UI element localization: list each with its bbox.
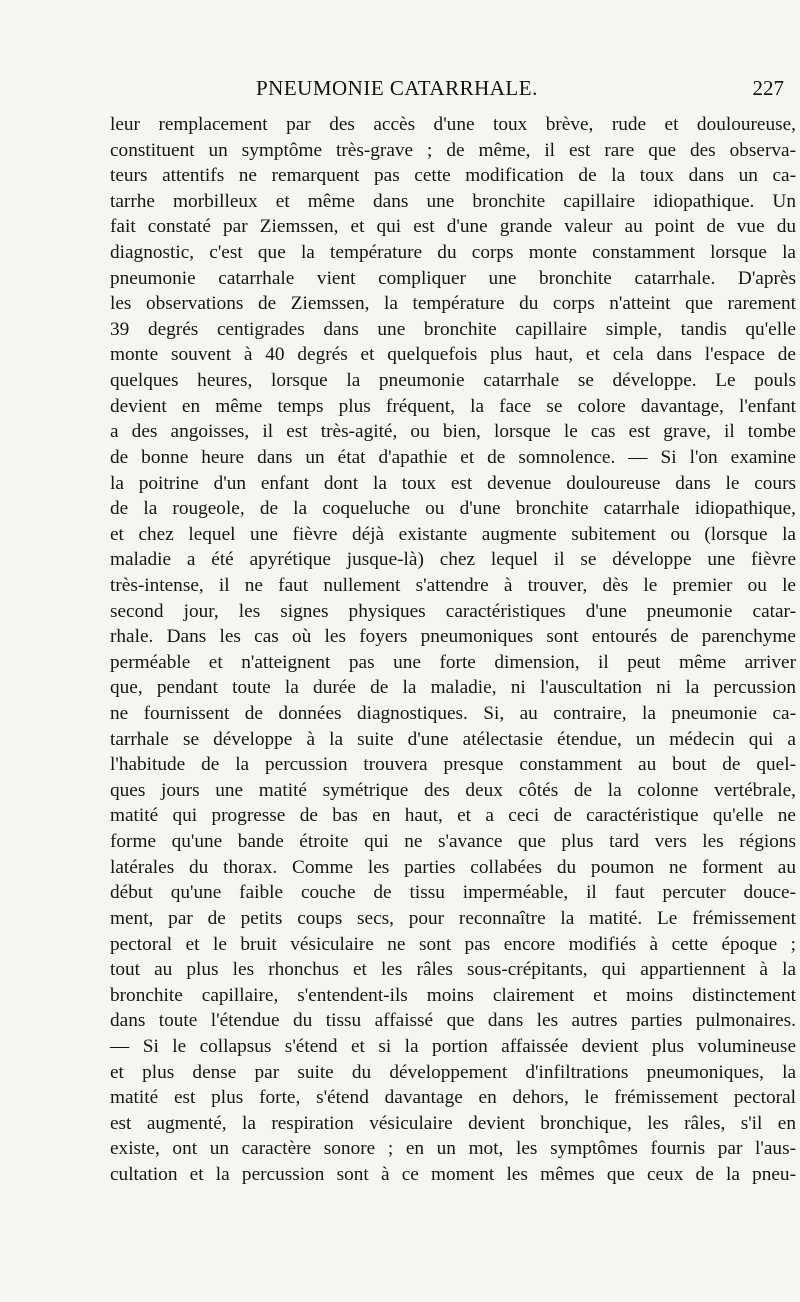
running-title: PNEUMONIE CATARRHALE. (256, 76, 538, 100)
text-line: rhale. Dans les cas où les foyers pneumoniques sont entourés de parenchyme (110, 626, 796, 648)
text-line: dans toute l'étendue du tissu affaissé que dans les autres parties pulmonaires. (110, 1010, 796, 1032)
body-text (110, 112, 796, 1188)
text-line: ques jours une matité symétrique des deux côtés de la colonne vertébrale, (110, 779, 796, 801)
text-line: ment, par de petits coups secs, pour reconnaître la matité. Le frémissement (110, 907, 796, 929)
text-line: latérales du thorax. Comme les parties collabées du poumon ne forment au (110, 856, 796, 878)
text-line: pectoral et le bruit vésiculaire ne sont pas encore modifiés à cette époque ; (110, 933, 796, 955)
text-line: bronchite capillaire, s'entendent-ils moins clairement et moins distinctement (110, 984, 796, 1006)
text-line: de la rougeole, de la coqueluche ou d'une bronchite catarrhale idiopathique, (110, 498, 796, 520)
text-line: forme qu'une bande étroite qui ne s'avance que plus tard vers les régions (110, 831, 796, 853)
text-line: et plus dense par suite du développement d'infiltrations pneumoniques, la (110, 1061, 796, 1083)
text-line: de bonne heure dans un état d'apathie et de somnolence. — Si l'on examine (110, 446, 796, 468)
text-line: a des angoisses, il est très-agité, ou bien, lorsque le cas est grave, il tombe (110, 421, 796, 443)
text-line: tarrhe morbilleux et même dans une bronchite capillaire idiopathique. Un (110, 190, 796, 212)
text-line: leur remplacement par des accès d'une toux brève, rude et douloureuse, (110, 114, 796, 135)
page-number: 227 (752, 76, 784, 100)
text-line: perméable et n'atteignent pas une forte dimension, il peut même arriver (110, 651, 796, 673)
text-line: constituent un symptôme très-grave ; de même, il est rare que des observa- (110, 139, 796, 161)
text-line: la poitrine d'un enfant dont la toux est devenue douloureuse dans le cours (110, 472, 796, 494)
text-line: monte souvent à 40 degrés et quelquefois plus haut, et cela dans l'espace de (110, 344, 796, 366)
text-line: devient en même temps plus fréquent, la face se colore davantage, l'enfant (110, 395, 796, 417)
text-line: tout au plus les rhonchus et les râles sous-crépitants, qui appartiennent à la (110, 959, 796, 981)
text-line: maladie a été apyrétique jusque-là) chez lequel il se développe une fièvre (110, 549, 796, 571)
text-line: quelques heures, lorsque la pneumonie catarrhale se développe. Le pouls (110, 370, 796, 392)
text-line: les observations de Ziemssen, la température du corps n'atteint que rarement (110, 293, 796, 315)
text-line: teurs attentifs ne remarquent pas cette modification de la toux dans un ca- (110, 165, 796, 187)
text-line: 39 degrés centigrades dans une bronchite capillaire simple, tandis qu'elle (110, 318, 796, 340)
text-line: existe, ont un caractère sonore ; en un mot, les symptômes fournis par l'aus- (110, 1138, 796, 1160)
text-line: est augmenté, la respiration vésiculaire devient bronchique, les râles, s'il en (110, 1112, 796, 1134)
text-line: matité qui progresse de bas en haut, et a ceci de caractéristique qu'elle ne (110, 805, 796, 827)
text-line: et chez lequel une fièvre déjà existante augmente subitement ou (lorsque la (110, 523, 796, 545)
text-line: diagnostic, c'est que la température du corps monte constamment lorsque la (110, 242, 796, 264)
page-header (104, 76, 788, 104)
text-line: cultation et la percussion sont à ce moment les mêmes que ceux de la pneu- (110, 1163, 796, 1185)
text-line: pneumonie catarrhale vient compliquer une bronchite catarrhale. D'après (110, 267, 796, 289)
text-line: second jour, les signes physiques caractéristiques d'une pneumonie catar- (110, 600, 796, 622)
text-line: tarrhale se développe à la suite d'une atélectasie étendue, un médecin qui a (110, 728, 796, 750)
text-line: fait constaté par Ziemssen, et qui est d'une grande valeur au point de vue du (110, 216, 796, 238)
text-line: que, pendant toute la durée de la maladie, ni l'auscultation ni la percussion (110, 677, 796, 699)
text-line: matité est plus forte, s'étend davantage en dehors, le frémissement pectoral (110, 1087, 796, 1109)
text-line: début qu'une faible couche de tissu imperméable, il faut percuter douce- (110, 882, 796, 904)
text-line: ne fournissent de données diagnostiques. Si, au contraire, la pneumonie ca- (110, 703, 796, 725)
text-line: très-intense, il ne faut nullement s'attendre à trouver, dès le premier ou le (110, 574, 796, 596)
text-line: l'habitude de la percussion trouvera presque constamment au bout de quel- (110, 754, 796, 776)
text-line: — Si le collapsus s'étend et si la portion affaissée devient plus volumineuse (110, 1035, 796, 1057)
